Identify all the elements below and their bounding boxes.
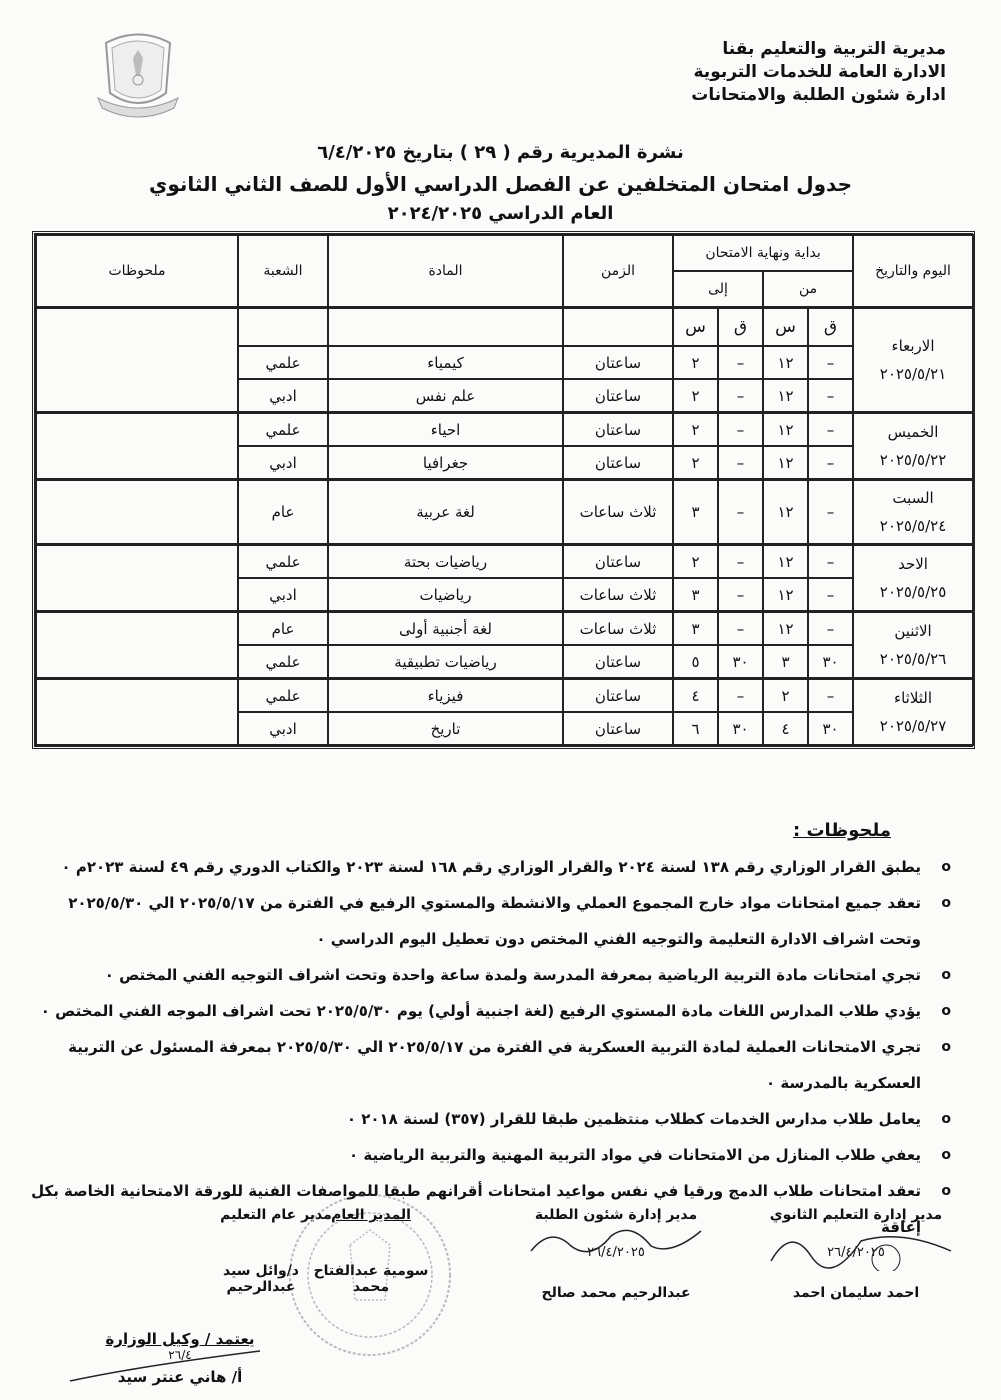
header-from: من <box>763 271 853 308</box>
note-text: تجري الامتحانات العملية لمادة التربية العسكرية في الفترة من ٢٠٢٥/٥/١٧ الي ٢٠٢٥/٥/٣٠ بمعرفة المسئول عن التربية العسكرية بالمدرسة ٠ <box>68 1038 921 1092</box>
signature-title: مدير عام التعليم <box>220 1207 332 1223</box>
remarks-cell <box>36 612 238 679</box>
bullet-icon: o <box>941 1003 951 1019</box>
from-minute: – <box>808 612 853 646</box>
remarks-cell <box>36 545 238 612</box>
from-hour: ١٢ <box>763 578 808 612</box>
header-start-end: بداية ونهاية الامتحان <box>673 235 853 271</box>
table-row <box>36 308 973 347</box>
note-text: يطبق القرار الوزاري رقم ١٣٨ لسنة ٢٠٢٤ والقرار الوزاري رقم ١٦٨ لسنة ٢٠٢٣ والكتاب الدوري رقم ٤٩ لسنة ٢٠٢٣م ٠ <box>61 858 921 876</box>
note-item <box>31 885 961 957</box>
table-row <box>36 612 973 646</box>
day-name: الاثنين <box>894 622 932 640</box>
signature-date: ٢٦/٤/٢٠٢٥ <box>587 1245 645 1260</box>
bullet-icon: o <box>941 1183 951 1199</box>
from-hour: ١٢ <box>763 446 808 480</box>
schedule-title: جدول امتحان المتخلفين عن الفصل الدراسي الأول للصف الثاني الثانوي <box>149 172 852 196</box>
subject-cell: جغرافيا <box>328 446 563 480</box>
branch-cell: علمي <box>238 679 328 713</box>
note-text: تعقد امتحانات طلاب الدمج ورقيا في نفس مواعيد امتحانات أقرانهم طبقا للمواصفات الفنية للورقة الامتحانية الخاصة بكل إعاقة <box>31 1182 921 1236</box>
subject-cell: رياضيات <box>328 578 563 612</box>
to-minute: – <box>718 480 763 545</box>
day-name: الخميس <box>887 423 939 441</box>
from-hour: ١٢ <box>763 545 808 579</box>
header-branch: الشعبة <box>238 235 328 308</box>
unit-header-minute: ق <box>808 308 853 347</box>
from-minute: ٣٠ <box>808 712 853 745</box>
subject-cell: لغة عربية <box>328 480 563 545</box>
day-date-cell <box>853 679 973 746</box>
to-hour: ٢ <box>673 413 718 447</box>
day-date-cell <box>853 308 973 413</box>
day-date-cell <box>853 612 973 679</box>
to-hour: ٣ <box>673 578 718 612</box>
subject-cell: رياضيات تطبيقية <box>328 645 563 679</box>
duration-cell: ساعتان <box>563 446 673 480</box>
signature-date: ٢٦/٤/٢٠٢٥ <box>827 1245 885 1260</box>
from-hour: ٣ <box>763 645 808 679</box>
to-hour: ٥ <box>673 645 718 679</box>
branch-cell: ادبي <box>238 712 328 745</box>
day-name: الاحد <box>898 555 928 573</box>
subject-cell: علم نفس <box>328 379 563 413</box>
subject-spacer <box>328 308 563 347</box>
signature-title: مدير إدارة التعليم الثانوي <box>769 1207 943 1223</box>
exam-date: ٢٠٢٥/٥/٢٥ <box>879 583 947 601</box>
org-line: ادارة شئون الطلبة والامتحانات <box>691 85 946 105</box>
to-minute: – <box>718 578 763 612</box>
note-item <box>31 849 961 885</box>
header-to: إلى <box>673 271 763 308</box>
bullet-icon: o <box>941 1039 951 1055</box>
header-remarks: ملحوظات <box>36 235 238 308</box>
subject-cell: احياء <box>328 413 563 447</box>
from-hour: ٢ <box>763 679 808 713</box>
to-hour: ٣ <box>673 480 718 545</box>
note-item <box>31 1029 961 1101</box>
approval-name: أ/ هاني عنتر سيد <box>117 1368 243 1386</box>
note-item <box>31 1101 961 1137</box>
signature-name: احمد سليمان احمد <box>792 1285 920 1301</box>
header-subject: المادة <box>328 235 563 308</box>
remarks-cell <box>36 413 238 480</box>
day-name: الاربعاء <box>891 337 935 355</box>
duration-cell: ساعتان <box>563 712 673 745</box>
remarks-cell <box>36 308 238 413</box>
note-text: يعامل طلاب مدارس الخدمات كطلاب منتظمين طبقا للقرار (٣٥٧) لسنة ٢٠١٨ ٠ <box>346 1110 921 1128</box>
to-hour: ٢ <box>673 545 718 579</box>
to-minute: ٣٠ <box>718 645 763 679</box>
from-hour: ١٢ <box>763 413 808 447</box>
from-minute: – <box>808 545 853 579</box>
from-hour: ١٢ <box>763 612 808 646</box>
table-row <box>36 480 973 545</box>
unit-header-hour: س <box>673 308 718 347</box>
table-row <box>36 413 973 447</box>
from-hour: ١٢ <box>763 480 808 545</box>
to-minute: – <box>718 413 763 447</box>
to-hour: ٢ <box>673 446 718 480</box>
from-minute: – <box>808 446 853 480</box>
branch-cell: ادبي <box>238 379 328 413</box>
branch-cell: علمي <box>238 545 328 579</box>
note-text: يعفي طلاب المنازل من الامتحانات في مواد التربية المهنية والتربية الرياضية ٠ <box>349 1146 921 1164</box>
from-hour: ١٢ <box>763 379 808 413</box>
subject-cell: فيزياء <box>328 679 563 713</box>
from-minute: – <box>808 413 853 447</box>
approval-title: يعتمد / وكيل الوزارة <box>105 1330 255 1348</box>
to-minute: – <box>718 379 763 413</box>
branch-spacer <box>238 308 328 347</box>
day-date-cell <box>853 545 973 612</box>
official-stamp <box>285 1190 455 1360</box>
signature-title: مدير إدارة شئون الطلبة <box>534 1207 698 1223</box>
note-text: تعقد جميع امتحانات مواد خارج المجموع العملي والانشطة والمستوي الرفيع في الفترة من ٢٠٢٥/٥/١٧ الي ٢٠٢٥/٥/٣٠ وتحت اشراف الادارة التعليمة والتوجيه الفني المختص دون تعطيل اليوم الدراسي ٠ <box>68 894 921 948</box>
signature-title: المدير العام <box>331 1207 411 1223</box>
exam-date: ٢٠٢٥/٥/٢٤ <box>879 517 947 535</box>
exam-schedule-table <box>32 231 975 749</box>
remarks-cell <box>36 679 238 746</box>
to-hour: ٢ <box>673 346 718 379</box>
organization-header <box>616 38 946 107</box>
duration-cell: ثلاث ساعات <box>563 480 673 545</box>
duration-cell: ساعتان <box>563 379 673 413</box>
from-hour: ١٢ <box>763 346 808 379</box>
approval-block <box>80 1330 280 1386</box>
subject-cell: لغة أجنبية أولى <box>328 612 563 646</box>
bullet-icon: o <box>941 1111 951 1127</box>
document-titles <box>0 138 1001 228</box>
duration-cell: ثلاث ساعات <box>563 612 673 646</box>
from-minute: – <box>808 379 853 413</box>
exam-date: ٢٠٢٥/٥/٢١ <box>879 365 947 383</box>
to-minute: – <box>718 612 763 646</box>
branch-cell: علمي <box>238 645 328 679</box>
subject-cell: رياضيات بحتة <box>328 545 563 579</box>
unit-header-hour: س <box>763 308 808 347</box>
notes-section <box>31 820 961 1245</box>
signature-secondary-ed <box>751 1207 961 1301</box>
subject-cell: تاريخ <box>328 712 563 745</box>
bullet-icon: o <box>941 895 951 911</box>
signature-name: عبدالرحيم محمد صالح <box>541 1285 691 1301</box>
approval-date: ٢٦/٤ <box>168 1348 192 1362</box>
duration-cell: ثلاث ساعات <box>563 578 673 612</box>
header-duration: الزمن <box>563 235 673 308</box>
note-text: تجري امتحانات مادة التربية الرياضية بمعرفة المدرسة ولمدة ساعة واحدة وتحت اشراف التوجيه الفني المختص ٠ <box>104 966 921 984</box>
note-item <box>31 1137 961 1173</box>
duration-spacer <box>563 308 673 347</box>
academic-year: العام الدراسي ٢٠٢٤/٢٠٢٥ <box>387 203 614 224</box>
org-line: مديرية التربية والتعليم بقنا <box>722 39 946 59</box>
to-minute: – <box>718 446 763 480</box>
note-item <box>31 993 961 1029</box>
note-item <box>31 957 961 993</box>
day-date-cell <box>853 480 973 545</box>
branch-cell: عام <box>238 612 328 646</box>
to-hour: ٤ <box>673 679 718 713</box>
notes-heading: ملحوظات : <box>792 820 891 841</box>
from-minute: – <box>808 578 853 612</box>
bulletin-number: نشرة المديرية رقم ( ٢٩ ) بتاريخ ٦/٤/٢٠٢٥ <box>317 142 684 163</box>
branch-cell: عام <box>238 480 328 545</box>
header-day-date: اليوم والتاريخ <box>853 235 973 308</box>
bullet-icon: o <box>941 967 951 983</box>
day-name: السبت <box>892 489 934 507</box>
duration-cell: ساعتان <box>563 645 673 679</box>
subject-cell: كيمياء <box>328 346 563 379</box>
bullet-icon: o <box>941 859 951 875</box>
branch-cell: ادبي <box>238 446 328 480</box>
exam-date: ٢٠٢٥/٥/٢٧ <box>879 717 947 735</box>
duration-cell: ساعتان <box>563 413 673 447</box>
from-minute: – <box>808 679 853 713</box>
signature-student-affairs <box>521 1207 711 1301</box>
directorate-logo <box>88 18 188 128</box>
to-minute: – <box>718 679 763 713</box>
unit-header-minute: ق <box>718 308 763 347</box>
exam-date: ٢٠٢٥/٥/٢٦ <box>879 650 947 668</box>
from-minute: – <box>808 346 853 379</box>
table-row <box>36 679 973 713</box>
to-hour: ٦ <box>673 712 718 745</box>
note-text: يؤدي طلاب المدارس اللغات مادة المستوي الرفيع (لغة اجنبية أولي) يوم ٢٠٢٥/٥/٣٠ تحت اشراف الموجه الفني المختص ٠ <box>40 1002 921 1020</box>
from-minute: – <box>808 480 853 545</box>
duration-cell: ساعتان <box>563 545 673 579</box>
from-minute: ٣٠ <box>808 645 853 679</box>
branch-cell: علمي <box>238 346 328 379</box>
to-minute: ٣٠ <box>718 712 763 745</box>
duration-cell: ساعتان <box>563 346 673 379</box>
signature-name: سومية عبدالفتاح محمد <box>313 1263 429 1295</box>
branch-cell: ادبي <box>238 578 328 612</box>
signature-name: د/وائل سيد عبدالرحيم <box>223 1263 299 1295</box>
notes-list <box>31 849 961 1245</box>
day-date-cell <box>853 413 973 480</box>
branch-cell: علمي <box>238 413 328 447</box>
exam-date: ٢٠٢٥/٥/٢٢ <box>879 451 947 469</box>
duration-cell: ساعتان <box>563 679 673 713</box>
to-minute: – <box>718 545 763 579</box>
day-name: الثلاثاء <box>894 689 933 707</box>
to-hour: ٢ <box>673 379 718 413</box>
to-minute: – <box>718 346 763 379</box>
to-hour: ٣ <box>673 612 718 646</box>
from-hour: ٤ <box>763 712 808 745</box>
org-line: الادارة العامة للخدمات التربوية <box>693 62 946 82</box>
remarks-cell <box>36 480 238 545</box>
bullet-icon: o <box>941 1147 951 1163</box>
table-row <box>36 545 973 579</box>
